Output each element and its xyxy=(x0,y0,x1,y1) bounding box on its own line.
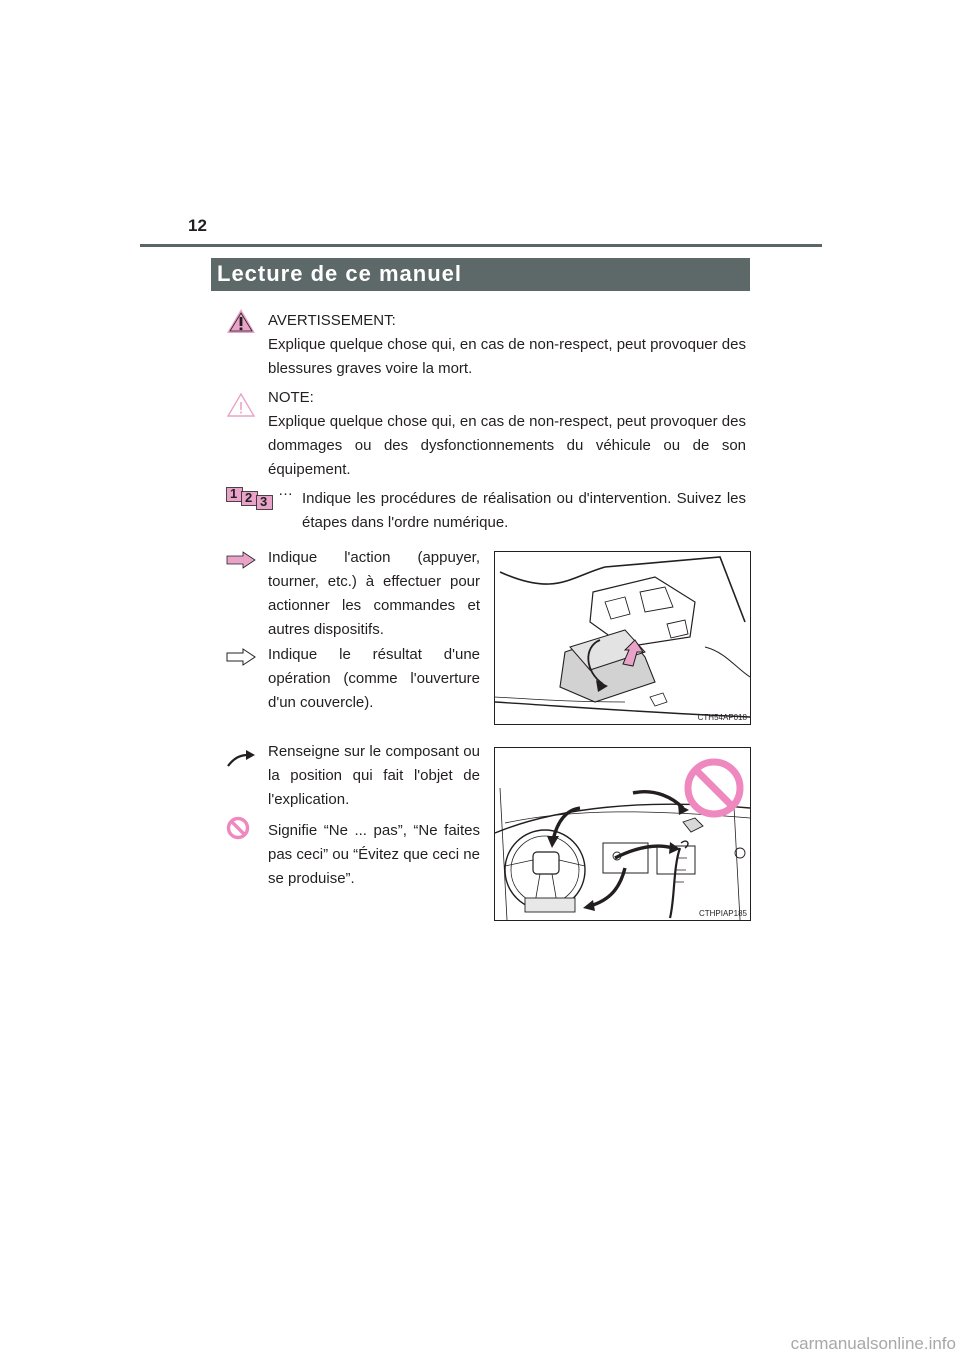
pointer-arrow-icon xyxy=(226,748,256,768)
figure-overhead-console xyxy=(494,551,751,725)
section-title-bar xyxy=(211,258,750,291)
warning-triangle-icon xyxy=(226,308,256,334)
steps-text: Indique les procédures de réalisation ou d'intervention. Suivez les étapes dans l'ordre numérique. xyxy=(302,490,746,531)
overhead-console-illustration xyxy=(495,552,750,724)
result-block xyxy=(268,643,480,715)
page-title: Lecture de ce manuel xyxy=(217,261,462,286)
warning-block xyxy=(268,309,746,381)
warning-text: Explique quelque chose qui, en cas de non-respect, peut provoquer des blessures graves voire la mort. xyxy=(268,336,746,377)
steps-ellipsis: … xyxy=(278,482,293,499)
watermark: carmanualsonline.info xyxy=(790,1334,956,1353)
figure-code-1: CTH54AP018 xyxy=(697,713,747,722)
step-digit-3: 3 xyxy=(260,494,268,509)
numbered-steps-icon xyxy=(226,482,296,511)
component-text: Renseigne sur le composant ou la position qui fait l'objet de l'explication. xyxy=(268,743,480,808)
steps-block xyxy=(302,487,746,535)
caution-triangle-outline-icon xyxy=(226,392,256,418)
action-text: Indique l'action (appuyer, tourner, etc.) à effectuer pour actionner les commandes et autres dispositifs. xyxy=(268,549,480,638)
component-block xyxy=(268,740,480,812)
prohibition-block xyxy=(268,819,480,891)
action-block xyxy=(268,546,480,642)
note-block xyxy=(268,386,746,482)
figure-code-2: CTHPIAP185 xyxy=(698,909,747,918)
step-digit-1: 1 xyxy=(230,486,238,501)
warning-label: AVERTISSEMENT: xyxy=(268,312,396,329)
prohibition-text: Signifie “Ne ... pas”, “Ne faites pas ceci” ou “Évitez que ceci ne se produise”. xyxy=(268,822,480,887)
header-rule xyxy=(140,244,822,247)
page-number: 12 xyxy=(188,216,207,235)
figure-dashboard-prohibition xyxy=(494,747,751,921)
result-text: Indique le résultat d'une opération (comme l'ouverture d'un couvercle). xyxy=(268,646,480,711)
step-digit-2: 2 xyxy=(245,490,253,505)
prohibition-icon xyxy=(226,816,250,840)
result-arrow-icon xyxy=(226,648,256,666)
dashboard-illustration xyxy=(495,748,750,920)
note-text: Explique quelque chose qui, en cas de non-respect, peut provoquer des dommages ou des dysfonctionnements du véhicule ou de son équipement. xyxy=(268,413,746,478)
action-arrow-icon xyxy=(226,551,256,569)
note-label: NOTE: xyxy=(268,389,314,406)
